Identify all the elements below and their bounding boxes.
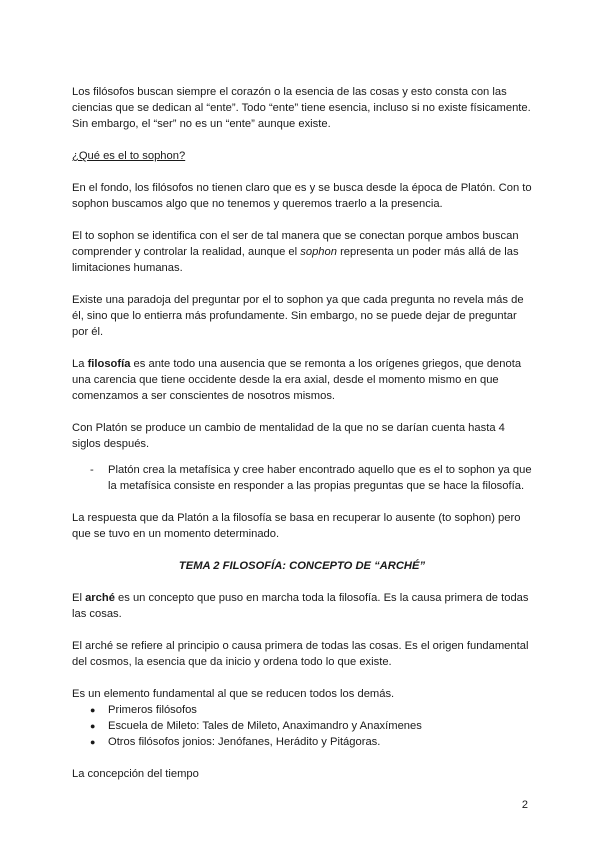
bold-filosofia: filosofía (87, 358, 131, 370)
document-page (72, 84, 532, 798)
paragraph-filosofia (72, 356, 532, 404)
paragraph-elemento: Es un elemento fundamental al que se reducen todos los demás. (72, 688, 395, 700)
paragraph-respuesta: La respuesta que da Platón a la filosofía se basa en recuperar lo ausente (to sophon) pero que se tuvo en un momento determinado. (72, 512, 521, 540)
list-item: ● Primeros filósofos (90, 702, 532, 718)
text-fragment: El (72, 592, 86, 604)
text-fragment: es un concepto que puso en marcha toda la filosofía. Es la causa primera de todas las cosas. (72, 592, 529, 620)
bold-arche: arché (85, 592, 115, 604)
list-item: - Platón crea la metafísica y cree haber encontrado aquello que es el to sophon ya que la metafísica consiste en responder a las propias preguntas que se hace la filosofía. (90, 462, 532, 494)
paragraph-arche-principio: El arché se refiere al principio o causa primera de todas las cosas. Es el origen fundamental del cosmos, la esencia que da inicio y ordena todo lo que existe. (72, 640, 529, 668)
list-item: ● Otros filósofos jonios: Jenófanes, Herádito y Pitágoras. (90, 734, 532, 750)
section-title: TEMA 2 FILOSOFÍA: CONCEPTO DE “ARCHÉ” (178, 560, 426, 572)
paragraph-tiempo: La concepción del tiempo (72, 768, 199, 780)
emphasis-sophon: sophon (300, 246, 337, 258)
text-fragment: El to sophon se identifica con el ser de tal manera que se conectan porque ambos buscan comprender y controlar la realidad, aunque el (72, 230, 519, 258)
bullet-list (72, 702, 532, 750)
paragraph-platon-epoca: En el fondo, los filósofos no tienen claro que es y se busca desde la época de Platón. Con to sophon buscamos algo que no tenemos y queremos traerlo a la presencia. (72, 182, 532, 210)
paragraph-cambio-mentalidad: Con Platón se produce un cambio de mentalidad de la que no se darían cuenta hasta 4 siglos después. (72, 422, 505, 450)
dash-list (72, 462, 532, 494)
text-fragment: representa un poder más allá de las limitaciones humanas. (72, 246, 519, 274)
paragraph-ente: Los filósofos buscan siempre el corazón o la esencia de las cosas y esto consta con las ciencias que se dedican al “ente”. Todo “ente” tiene esencia, incluso si no existe físicamente. Sin embargo, el “ser” no es un “ente” aunque existe. (72, 86, 531, 130)
list-item: ● Escuela de Mileto: Tales de Mileto, Anaximandro y Anaxímenes (90, 718, 532, 734)
text-fragment: La (72, 358, 88, 370)
question-heading: ¿Qué es el to sophon? (72, 150, 186, 162)
text-fragment: es ante todo una ausencia que se remonta a los orígenes griegos, que denota una carencia que tiene occidente desde la era axial, desde el momento mismo en que comenzamos a ser conscientes de nosotros mismos. (72, 358, 522, 402)
paragraph-paradoja: Existe una paradoja del preguntar por el to sophon ya que cada pregunta no revela más de él, sino que lo entierra más profundamente. Sin embargo, no se puede dejar de preguntar por él. (72, 294, 524, 338)
paragraph-sophon-ser (72, 228, 532, 276)
page-number: 2 (521, 799, 528, 811)
paragraph-arche-definicion (72, 590, 532, 622)
